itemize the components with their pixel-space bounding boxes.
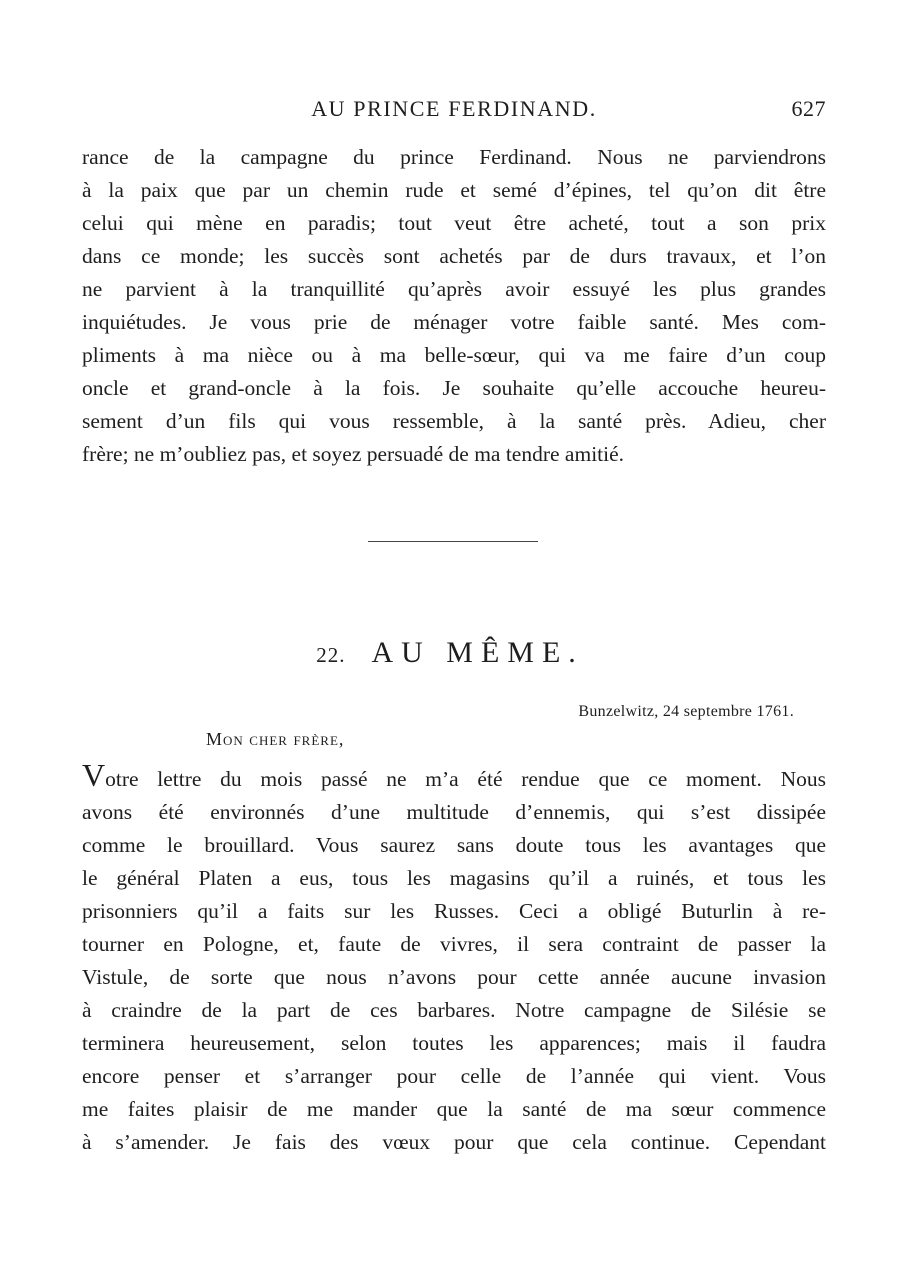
- text-line: prisonniers qu’il a faits sur les Russes. Ceci a obligé Buturlin à re-: [82, 899, 826, 923]
- text-line: terminera heureusement, selon toutes les apparences; mais il faudra: [82, 1031, 826, 1055]
- text-line: avons été environnés d’une multitude d’ennemis, qui s’est dissipée: [82, 800, 826, 824]
- running-title: AU PRINCE FERDINAND.: [311, 96, 597, 121]
- text-line: inquiétudes. Je vous prie de ménager votre faible santé. Mes com-: [82, 310, 826, 334]
- text-line: pliments à ma nièce ou à ma belle-sœur, qui va me faire d’un coup: [82, 343, 826, 367]
- initial-letter: V: [82, 757, 106, 793]
- text-line: comme le brouillard. Vous saurez sans doute tous les avantages que: [82, 833, 826, 857]
- text-line: celui qui mène en paradis; tout veut être acheté, tout a son prix: [82, 211, 826, 235]
- salutation: Mon cher frère,: [206, 729, 345, 749]
- letter-title: AU MÊME.: [371, 636, 584, 669]
- text-line: à la paix que par un chemin rude et semé d’épines, tel qu’on dit être: [82, 178, 826, 202]
- text-line-first: [82, 757, 826, 796]
- text-line: à craindre de la part de ces barbares. Notre campagne de Silésie se: [82, 998, 826, 1022]
- section-divider: [368, 541, 538, 542]
- text-line: me faites plaisir de me mander que la santé de ma sœur commence: [82, 1097, 826, 1121]
- text-line: ne parvient à la tranquillité qu’après avoir essuyé les plus grandes: [82, 277, 826, 301]
- text-line: sement d’un fils qui vous ressemble, à la santé près. Adieu, cher: [82, 409, 826, 433]
- text-line: frère; ne m’oubliez pas, et soyez persuadé de ma tendre amitié.: [82, 442, 625, 466]
- text-line: tourner en Pologne, et, faute de vivres, il sera contraint de passer la: [82, 932, 826, 956]
- text-line: oncle et grand-oncle à la fois. Je souhaite qu’elle accouche heureu-: [82, 376, 826, 400]
- letter-number: 22.: [316, 643, 346, 667]
- letter-body: [82, 757, 826, 1159]
- letter-heading: [0, 636, 900, 670]
- text-line: à s’amender. Je fais des vœux pour que cela continue. Cependant: [82, 1130, 826, 1154]
- text-line: rance de la campagne du prince Ferdinand. Nous ne parviendrons: [82, 145, 826, 169]
- running-head: [82, 96, 826, 126]
- continued-paragraph: [82, 141, 826, 471]
- text-line: encore penser et s’arranger pour celle de l’année qui vient. Vous: [82, 1064, 826, 1088]
- text-line: dans ce monde; les succès sont achetés par de durs travaux, et l’on: [82, 244, 826, 268]
- text-line: Vistule, de sorte que nous n’avons pour cette année aucune invasion: [82, 965, 826, 989]
- first-line-text: otre lettre du mois passé ne m’a été rendue que ce moment. Nous: [105, 767, 826, 791]
- dateline: Bunzelwitz, 24 septembre 1761.: [578, 703, 794, 720]
- page-number: 627: [791, 96, 826, 121]
- text-line: le général Platen a eus, tous les magasins qu’il a ruinés, et tous les: [82, 866, 826, 890]
